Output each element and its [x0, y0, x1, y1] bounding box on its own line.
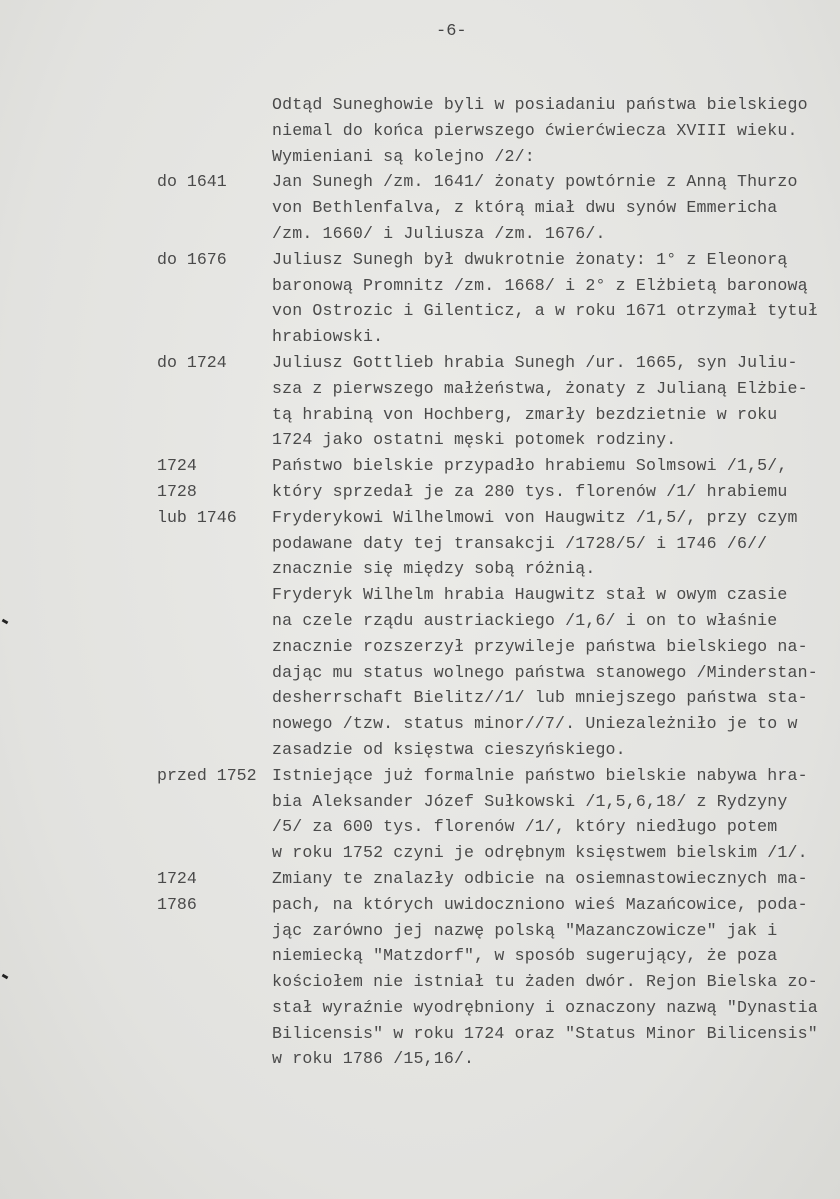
text-line: /zm. 1660/ i Juliusza /zm. 1676/.: [272, 223, 606, 243]
entry-block: [0, 453, 840, 582]
date-labels: [157, 350, 227, 376]
text-line: Fryderykowi Wilhelmowi von Haugwitz /1,5/, przy czym: [272, 507, 798, 527]
text-line: stał wyraźnie wyodrębniony i oznaczony nazwą "Dynastia: [272, 997, 818, 1017]
entry-text: [272, 582, 840, 763]
text-line: nowego /tzw. status minor//7/. Uniezależniło je to w: [272, 714, 798, 734]
entry-text: [272, 247, 840, 350]
date-labels: [157, 866, 197, 918]
text-line: Zmiany te znalazły odbicie na osiemnastowiecznych ma-: [272, 868, 808, 888]
entry-text: [272, 350, 840, 453]
page-number: -6-: [436, 22, 467, 41]
entry-text: [272, 453, 840, 582]
text-line: jąc zarówno jej nazwę polską "Mazanczowicze" jak i: [272, 920, 778, 940]
text-line: Jan Sunegh /zm. 1641/ żonaty powtórnie z Anną Thurzo: [272, 172, 798, 192]
text-line: znacznie się między sobą różnią.: [272, 559, 596, 579]
entry-text: [272, 92, 840, 169]
date-label: do 1641: [157, 172, 227, 192]
text-line: pach, na których uwidoczniono wieś Mazańcowice, poda-: [272, 894, 808, 914]
text-line: sza z pierwszego małżeństwa, żonaty z Julianą Elżbie-: [272, 378, 808, 398]
date-label: 1724: [157, 868, 197, 888]
text-line: /5/ za 600 tys. florenów /1/, który niedługo potem: [272, 817, 778, 837]
text-line: na czele rządu austriackiego /1,6/ i on to właśnie: [272, 610, 778, 630]
entry-text: [272, 763, 840, 866]
text-line: kościołem nie istniał tu żaden dwór. Rejon Bielska zo-: [272, 972, 818, 992]
text-line: Wymieniani są kolejno /2/:: [272, 146, 535, 166]
text-line: von Bethlenfalva, z którą miał dwu synów Emmericha: [272, 198, 778, 218]
text-line: Państwo bielskie przypadło hrabiemu Solmsowi /1,5/,: [272, 456, 788, 476]
text-line: w roku 1786 /15,16/.: [272, 1049, 475, 1069]
text-line: Juliusz Sunegh był dwukrotnie żonaty: 1° z Eleonorą: [272, 249, 788, 269]
text-line: Juliusz Gottlieb hrabia Sunegh /ur. 1665, syn Juliu-: [272, 352, 798, 372]
text-line: baronową Promnitz /zm. 1668/ i 2° z Elżbietą baronową: [272, 275, 808, 295]
date-label: 1786: [157, 894, 197, 914]
date-labels: [157, 763, 257, 789]
text-line: Fryderyk Wilhelm hrabia Haugwitz stał w owym czasie: [272, 585, 788, 605]
text-line: 1724 jako ostatni męski potomek rodziny.: [272, 430, 677, 450]
text-line: zasadzie od księstwa cieszyńskiego.: [272, 739, 626, 759]
date-labels: [157, 247, 227, 273]
text-line: Istniejące już formalnie państwo bielskie nabywa hra-: [272, 765, 808, 785]
entry-text: [272, 169, 840, 246]
date-label: 1724: [157, 456, 197, 476]
text-line: hrabiowski.: [272, 327, 384, 347]
entry-block: [0, 247, 840, 350]
text-line: niemiecką "Matzdorf", w sposób sugerujący, że poza: [272, 946, 778, 966]
entry-block: [0, 92, 840, 169]
date-label: przed 1752: [157, 765, 257, 785]
text-line: von Ostrozic i Gilenticz, a w roku 1671 otrzymał tytuł: [272, 301, 818, 321]
text-line: desherrschaft Bielitz//1/ lub mniejszego państwa sta-: [272, 688, 808, 708]
entry-block: [0, 350, 840, 453]
entry-block: [0, 582, 840, 763]
entry-block: [0, 763, 840, 866]
date-label: lub 1746: [157, 507, 237, 527]
text-line: Odtąd Suneghowie byli w posiadaniu państwa bielskiego: [272, 95, 808, 114]
date-labels: [157, 169, 227, 195]
text-line: dając mu status wolnego państwa stanowego /Minderstan-: [272, 662, 818, 682]
text-line: znacznie rozszerzył przywileje państwa bielskiego na-: [272, 636, 808, 656]
date-label: 1728: [157, 481, 197, 501]
text-line: który sprzedał je za 280 tys. florenów /1/ hrabiemu: [272, 481, 788, 501]
date-label: do 1676: [157, 249, 227, 269]
text-line: tą hrabiną von Hochberg, zmarły bezdzietnie w roku: [272, 404, 778, 424]
document-body: [0, 92, 840, 1072]
entry-text: [272, 866, 840, 1072]
date-labels: [157, 453, 237, 530]
text-line: podawane daty tej transakcji /1728/5/ i 1746 /6//: [272, 533, 768, 553]
text-line: Bilicensis" w roku 1724 oraz "Status Minor Bilicensis": [272, 1023, 818, 1043]
entry-block: [0, 169, 840, 246]
text-line: w roku 1752 czyni je odrębnym księstwem bielskim /1/.: [272, 843, 808, 863]
text-line: niemal do końca pierwszego ćwierćwiecza XVIII wieku.: [272, 120, 798, 140]
text-line: bia Aleksander Józef Sułkowski /1,5,6,18/ z Rydzyny: [272, 791, 788, 811]
entry-block: [0, 866, 840, 1072]
date-label: do 1724: [157, 352, 227, 372]
